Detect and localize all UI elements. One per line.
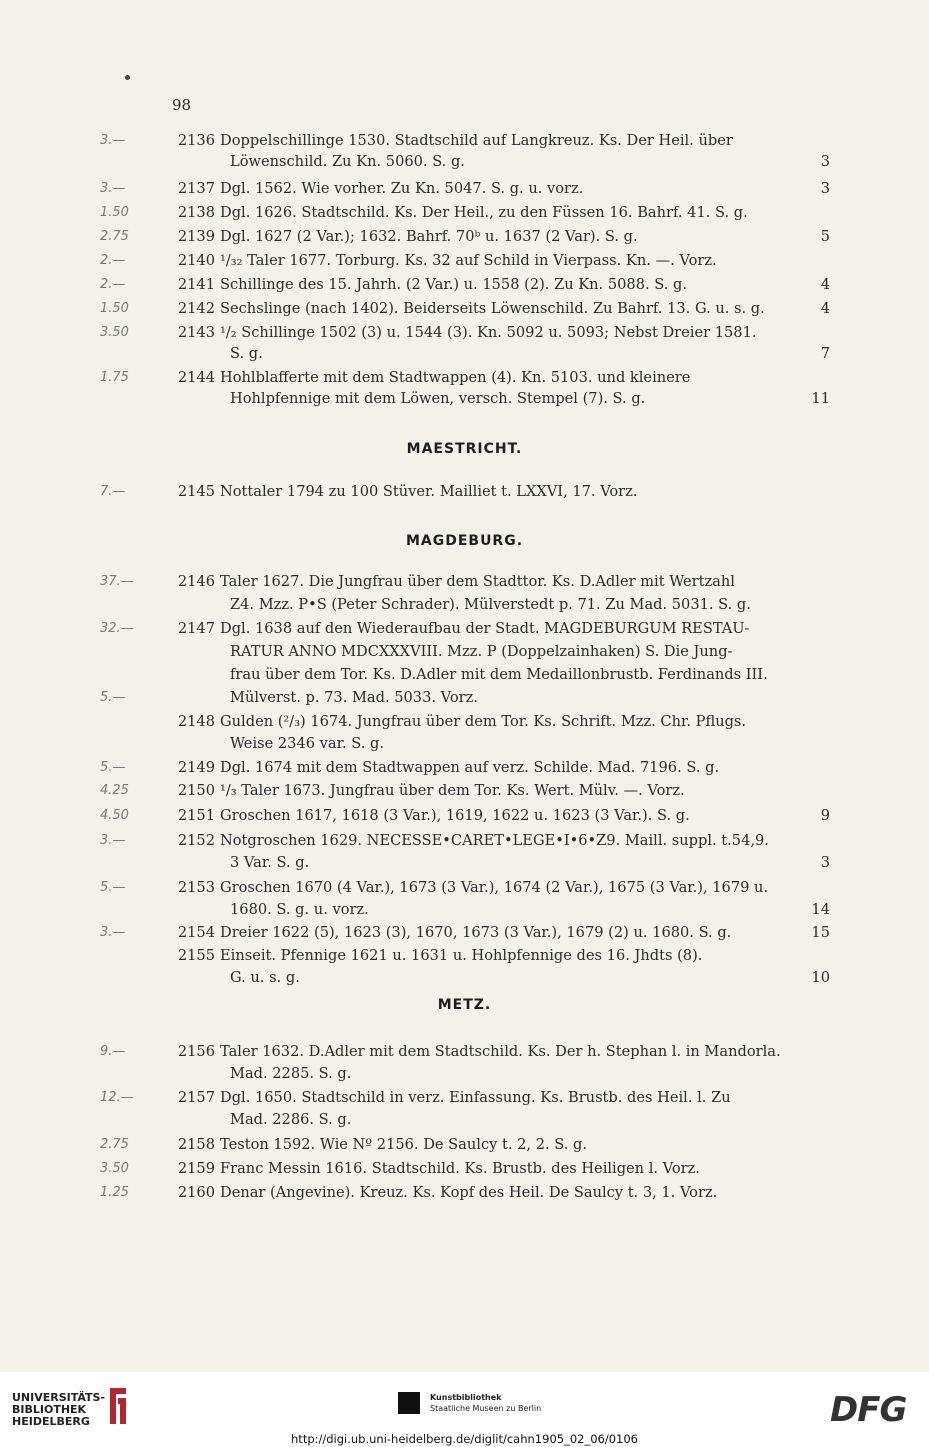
lot-number: 2144 bbox=[177, 369, 215, 386]
catalog-line bbox=[100, 343, 830, 364]
handwritten-price: 37.— bbox=[100, 574, 134, 589]
catalog-line bbox=[100, 757, 830, 778]
lot-number: 2151 bbox=[177, 807, 215, 824]
catalog-line bbox=[100, 733, 830, 754]
handwritten-price: 2.— bbox=[100, 253, 126, 268]
dfg-logo: DFG bbox=[830, 1390, 907, 1430]
catalog-line bbox=[100, 178, 830, 199]
item-count: 5 bbox=[820, 228, 830, 245]
lot-description: Hohlblafferte mit dem Stadtwappen (4). Kn. 5103. und kleinere bbox=[220, 369, 691, 386]
handwritten-price: 2.— bbox=[100, 277, 126, 292]
lot-number: 2138 bbox=[177, 204, 215, 221]
ub-heidelberg-logo-icon bbox=[108, 1386, 128, 1426]
lot-number: 2148 bbox=[177, 713, 215, 730]
catalog-line bbox=[100, 250, 830, 271]
lot-description: Z4. Mzz. P•S (Peter Schrader). Mülverstedt p. 71. Zu Mad. 5031. S. g. bbox=[230, 596, 751, 613]
lot-description: Löwenschild. Zu Kn. 5060. S. g. bbox=[230, 153, 465, 170]
catalog-line bbox=[100, 805, 830, 826]
lot-description: Dgl. 1627 (2 Var.); 1632. Bahrf. 70ᵇ u. 1637 (2 Var). S. g. bbox=[220, 228, 638, 245]
lot-description: Franc Messin 1616. Stadtschild. Ks. Brustb. des Heiligen l. Vorz. bbox=[220, 1160, 700, 1177]
lot-description: Hohlpfennige mit dem Löwen, versch. Stempel (7). S. g. bbox=[230, 390, 646, 407]
lot-number: 2139 bbox=[177, 228, 215, 245]
lot-description: Denar (Angevine). Kreuz. Ks. Kopf des Heil. De Saulcy t. 3, 1. Vorz. bbox=[220, 1184, 718, 1201]
lot-description: Dgl. 1626. Stadtschild. Ks. Der Heil., zu den Füssen 16. Bahrf. 41. S. g. bbox=[220, 204, 748, 221]
item-count: 7 bbox=[820, 345, 830, 362]
heading-metz: METZ. bbox=[437, 997, 492, 1013]
lot-number: 2158 bbox=[177, 1136, 215, 1153]
catalog-line bbox=[100, 711, 830, 732]
lot-description: ¹/₃₂ Taler 1677. Torburg. Ks. 32 auf Schild in Vierpass. Kn. —. Vorz. bbox=[220, 252, 717, 269]
item-count: 14 bbox=[811, 901, 830, 918]
catalog-line bbox=[100, 687, 830, 708]
kunstbibliothek-label bbox=[430, 1392, 541, 1414]
handwritten-price: 9.— bbox=[100, 1044, 126, 1059]
catalog-line bbox=[100, 571, 830, 592]
lot-description: Schillinge des 15. Jahrh. (2 Var.) u. 1558 (2). Zu Kn. 5088. S. g. bbox=[220, 276, 687, 293]
catalog-line bbox=[100, 1109, 830, 1130]
handwritten-price: 1.75 bbox=[100, 370, 129, 385]
kunstbibliothek-logo-icon bbox=[398, 1392, 420, 1414]
catalog-line bbox=[100, 388, 830, 409]
item-count: 15 bbox=[811, 924, 830, 941]
catalog-line bbox=[100, 1134, 830, 1155]
lot-number: 2152 bbox=[177, 832, 215, 849]
lot-description: Notgroschen 1629. NECESSE•CARET•LEGE•I•6•Z9. Maill. suppl. t.54,9. bbox=[220, 832, 769, 849]
lot-description: S. g. bbox=[230, 345, 263, 362]
item-count: 4 bbox=[820, 276, 830, 293]
lot-number: 2141 bbox=[177, 276, 215, 293]
lot-description: G. u. s. g. bbox=[230, 969, 300, 986]
lot-description: 3 Var. S. g. bbox=[230, 854, 310, 871]
lot-description: Taler 1632. D.Adler mit dem Stadtschild. Ks. Der h. Stephan l. in Mandorla. bbox=[220, 1043, 781, 1060]
lot-description: Teston 1592. Wie Nº 2156. De Saulcy t. 2, 2. S. g. bbox=[220, 1136, 588, 1153]
catalog-line bbox=[100, 664, 830, 685]
handwritten-price: 3.— bbox=[100, 925, 126, 940]
lot-number: 2140 bbox=[177, 252, 215, 269]
item-count: 11 bbox=[811, 390, 830, 407]
lot-number: 2154 bbox=[177, 924, 215, 941]
lot-description: Sechslinge (nach 1402). Beiderseits Löwenschild. Zu Bahrf. 13. G. u. s. g. bbox=[220, 300, 765, 317]
catalog-line bbox=[100, 877, 830, 898]
kunstbibliothek-title: Kunstbibliothek bbox=[430, 1393, 502, 1402]
lot-number: 2146 bbox=[177, 573, 215, 590]
lot-number: 2159 bbox=[177, 1160, 215, 1177]
lot-description: Dgl. 1674 mit dem Stadtwappen auf verz. Schilde. Mad. 7196. S. g. bbox=[220, 759, 720, 776]
handwritten-price: 3.— bbox=[100, 181, 126, 196]
lot-description: Dgl. 1650. Stadtschild in verz. Einfassung. Ks. Brustb. des Heil. l. Zu bbox=[220, 1089, 731, 1106]
item-count: 3 bbox=[820, 854, 830, 871]
lot-description: Mülverst. p. 73. Mad. 5033. Vorz. bbox=[230, 689, 478, 706]
lot-number: 2147 bbox=[177, 620, 215, 637]
lot-description: Taler 1627. Die Jungfrau über dem Stadttor. Ks. D.Adler mit Wertzahl bbox=[220, 573, 735, 590]
handwritten-price: 1.25 bbox=[100, 1185, 129, 1200]
catalog-line bbox=[100, 130, 830, 151]
catalog-line bbox=[100, 922, 830, 943]
heading-magdeburg: MAGDEBURG. bbox=[405, 533, 524, 549]
lot-description: 1680. S. g. u. vorz. bbox=[230, 901, 369, 918]
item-count: 3 bbox=[820, 180, 830, 197]
lot-number: 2137 bbox=[177, 180, 215, 197]
lot-description: Einseit. Pfennige 1621 u. 1631 u. Hohlpfennige des 16. Jhdts (8). bbox=[220, 947, 703, 964]
catalog-line bbox=[100, 367, 830, 388]
item-count: 10 bbox=[811, 969, 830, 986]
page-number: 98 bbox=[172, 96, 192, 114]
lot-description: Gulden (²/₃) 1674. Jungfrau über dem Tor. Ks. Schrift. Mzz. Chr. Pflugs. bbox=[220, 713, 747, 730]
catalog-line bbox=[100, 1041, 830, 1062]
handwritten-price: 32.— bbox=[100, 621, 134, 636]
handwritten-price: 2.75 bbox=[100, 1137, 129, 1152]
permalink-url[interactable]: http://digi.ub.uni-heidelberg.de/diglit/cahn1905_02_06/0106 bbox=[291, 1432, 638, 1446]
catalog-line bbox=[100, 1063, 830, 1084]
item-count: 9 bbox=[820, 807, 830, 824]
catalog-line bbox=[100, 1158, 830, 1179]
catalog-line bbox=[100, 274, 830, 295]
lot-number: 2143 bbox=[177, 324, 215, 341]
handwritten-price: 3.— bbox=[100, 133, 126, 148]
lot-number: 2142 bbox=[177, 300, 215, 317]
lot-description: Groschen 1617, 1618 (3 Var.), 1619, 1622 u. 1623 (3 Var.). S. g. bbox=[220, 807, 690, 824]
item-count: 3 bbox=[820, 153, 830, 170]
catalog-line bbox=[100, 1087, 830, 1108]
handwritten-price: 4.25 bbox=[100, 783, 129, 798]
footer-bar bbox=[0, 1372, 929, 1447]
speck-mark bbox=[125, 75, 130, 80]
catalog-line bbox=[100, 151, 830, 172]
catalog-line bbox=[100, 202, 830, 223]
handwritten-price: 5.— bbox=[100, 690, 126, 705]
heading-maestricht: MAESTRICHT. bbox=[406, 441, 523, 457]
handwritten-price: 1.50 bbox=[100, 205, 129, 220]
lot-number: 2136 bbox=[177, 132, 215, 149]
catalog-line bbox=[100, 226, 830, 247]
catalog-line bbox=[100, 618, 830, 639]
handwritten-price: 7.— bbox=[100, 484, 126, 499]
lot-number: 2150 bbox=[177, 782, 215, 799]
catalog-line bbox=[100, 322, 830, 343]
catalog-line bbox=[100, 1182, 830, 1203]
handwritten-price: 2.75 bbox=[100, 229, 129, 244]
handwritten-price: 4.50 bbox=[100, 808, 129, 823]
handwritten-price: 1.50 bbox=[100, 301, 129, 316]
lot-description: ¹/₂ Schillinge 1502 (3) u. 1544 (3). Kn. 5092 u. 5093; Nebst Dreier 1581. bbox=[220, 324, 757, 341]
ub-heidelberg-logo-text bbox=[12, 1392, 105, 1428]
lot-description: RATUR ANNO MDCXXXVIII. Mzz. P (Doppelzainhaken) S. Die Jung- bbox=[230, 643, 733, 660]
lot-description: frau über dem Tor. Ks. D.Adler mit dem Medaillonbrustb. Ferdinands III. bbox=[230, 666, 768, 683]
lot-number: 2155 bbox=[177, 947, 215, 964]
handwritten-price: 12.— bbox=[100, 1090, 134, 1105]
catalog-line bbox=[100, 298, 830, 319]
item-count: 4 bbox=[820, 300, 830, 317]
lot-description: Mad. 2285. S. g. bbox=[230, 1065, 352, 1082]
kunstbibliothek-subtitle: Staatliche Museen zu Berlin bbox=[430, 1404, 542, 1413]
lot-number: 2157 bbox=[177, 1089, 215, 1106]
catalog-line bbox=[100, 967, 830, 988]
catalog-line bbox=[100, 830, 830, 851]
handwritten-price: 5.— bbox=[100, 880, 126, 895]
handwritten-price: 5.— bbox=[100, 760, 126, 775]
lot-number: 2149 bbox=[177, 759, 215, 776]
handwritten-price: 3.— bbox=[100, 833, 126, 848]
handwritten-price: 3.50 bbox=[100, 325, 129, 340]
lot-description: Dgl. 1638 auf den Wiederaufbau der Stadt. MAGDEBURGUM RESTAU- bbox=[220, 620, 750, 637]
lot-description: Mad. 2286. S. g. bbox=[230, 1111, 352, 1128]
catalog-line bbox=[100, 594, 830, 615]
lot-description: Doppelschillinge 1530. Stadtschild auf Langkreuz. Ks. Der Heil. über bbox=[220, 132, 733, 149]
lot-description: Nottaler 1794 zu 100 Stüver. Mailliet t. LXXVI, 17. Vorz. bbox=[220, 483, 638, 500]
library-line-1: UNIVERSITÄTS- bbox=[12, 1391, 106, 1404]
lot-description: ¹/₃ Taler 1673. Jungfrau über dem Tor. Ks. Wert. Mülv. —. Vorz. bbox=[220, 782, 685, 799]
lot-number: 2156 bbox=[177, 1043, 215, 1060]
lot-description: Weise 2346 var. S. g. bbox=[230, 735, 384, 752]
catalog-line bbox=[100, 780, 830, 801]
catalog-line bbox=[100, 481, 830, 502]
library-line-2: BIBLIOTHEK bbox=[12, 1403, 87, 1416]
catalog-line bbox=[100, 641, 830, 662]
lot-number: 2153 bbox=[177, 879, 215, 896]
library-line-3: HEIDELBERG bbox=[12, 1415, 90, 1428]
catalog-line bbox=[100, 852, 830, 873]
lot-number: 2145 bbox=[177, 483, 215, 500]
catalog-line bbox=[100, 945, 830, 966]
lot-description: Dgl. 1562. Wie vorher. Zu Kn. 5047. S. g. u. vorz. bbox=[220, 180, 584, 197]
handwritten-price: 3.50 bbox=[100, 1161, 129, 1176]
lot-description: Groschen 1670 (4 Var.), 1673 (3 Var.), 1674 (2 Var.), 1675 (3 Var.), 1679 u. bbox=[220, 879, 769, 896]
catalog-line bbox=[100, 899, 830, 920]
lot-number: 2160 bbox=[177, 1184, 215, 1201]
lot-description: Dreier 1622 (5), 1623 (3), 1670, 1673 (3 Var.), 1679 (2) u. 1680. S. g. bbox=[220, 924, 732, 941]
